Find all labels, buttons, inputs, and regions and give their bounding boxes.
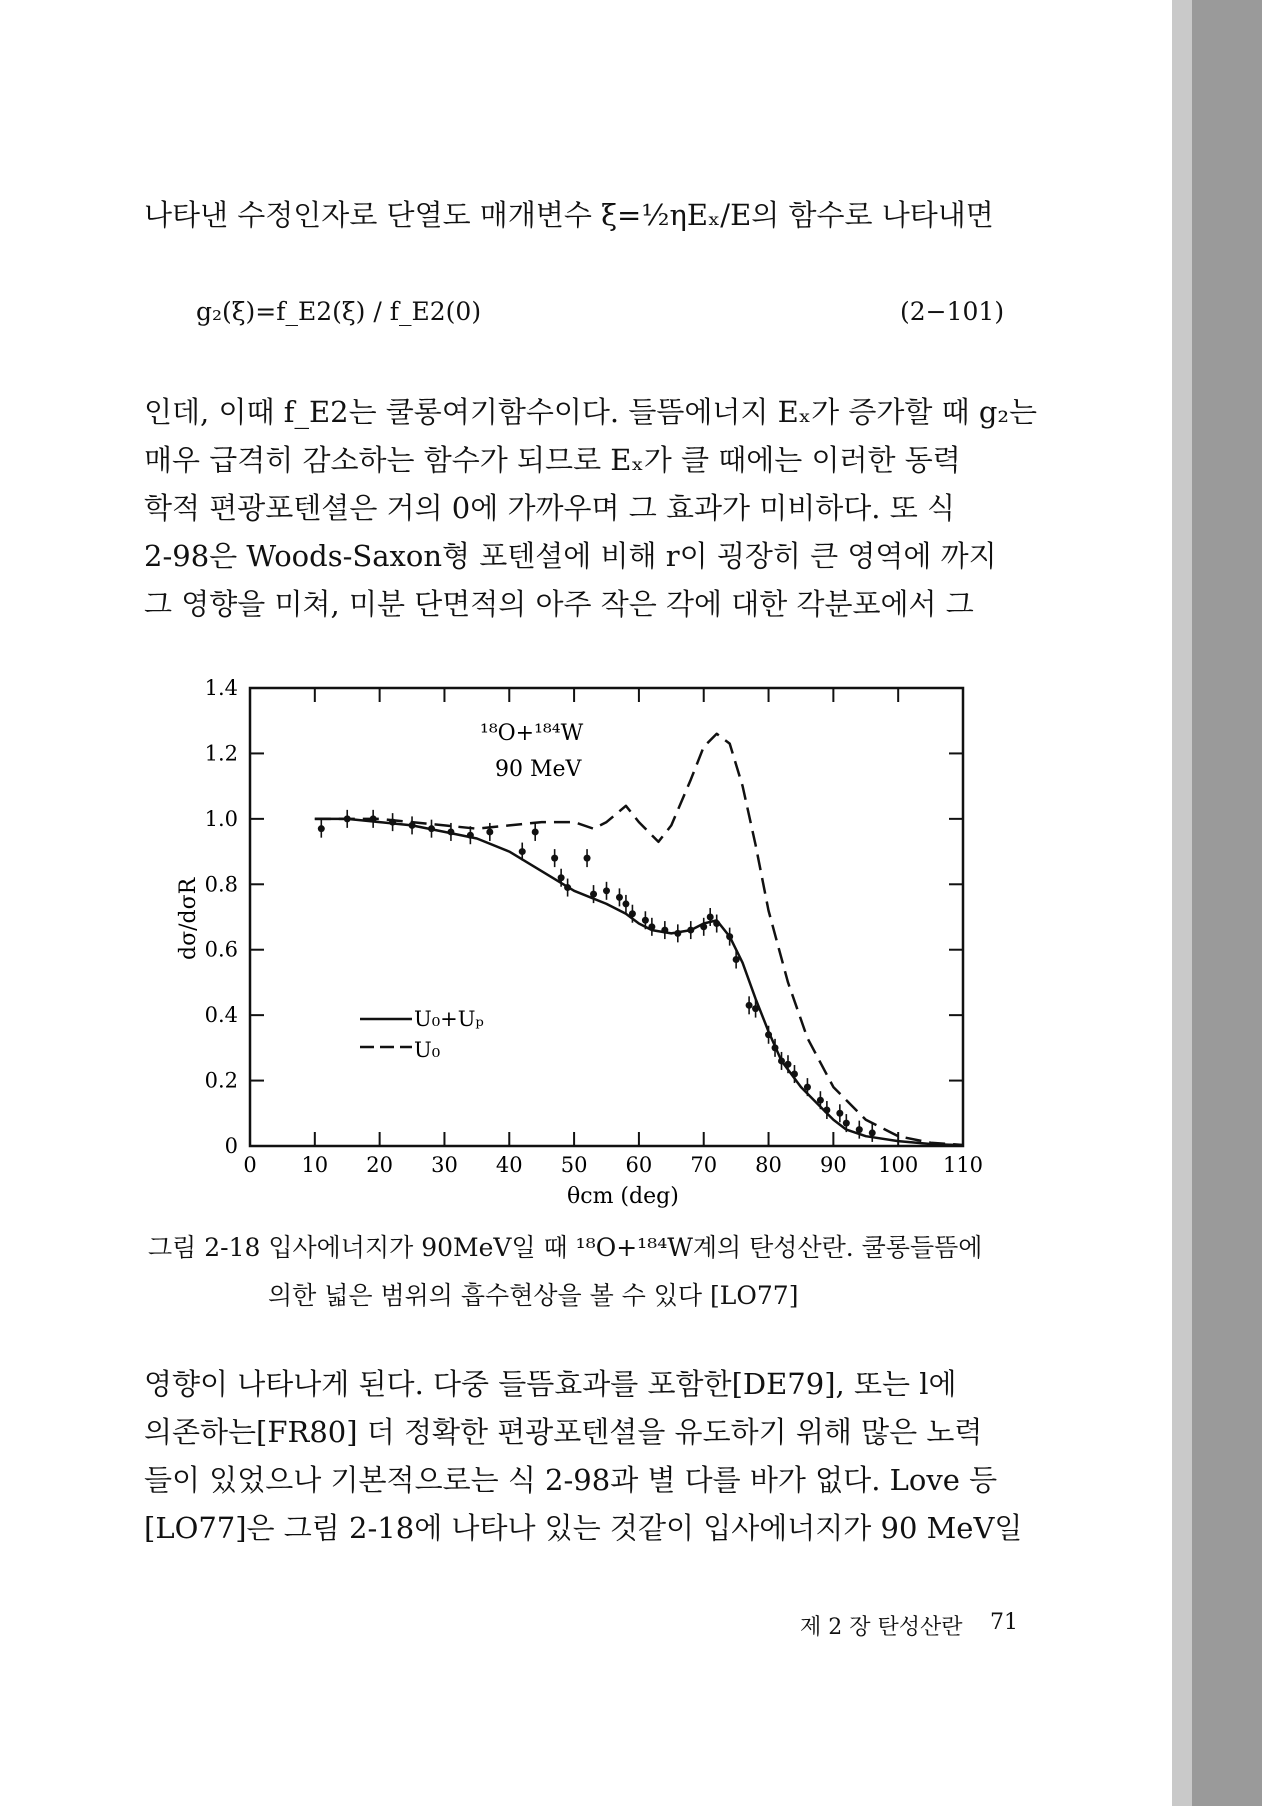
paragraph-2-line-1: 인데, 이때 f_E2는 쿨롱여기함수이다. 들뜸에너지 Eₓ가 증가할 때 g₂는	[144, 395, 1038, 429]
data-point	[778, 1057, 785, 1064]
data-point	[648, 923, 655, 930]
chart-title-line-2: 90 MeV	[495, 757, 582, 782]
chart-title-line-1: ¹⁸O+¹⁸⁴W	[480, 721, 584, 746]
data-point	[752, 1005, 759, 1012]
x-tick-label: 50	[560, 1153, 588, 1177]
paragraph-1-line-1: 나타낸 수정인자로 단열도 매개변수 ξ=½ηEₓ/E의 함수로 나타내면	[144, 198, 994, 232]
data-point	[726, 933, 733, 940]
series-line-u0-up	[315, 819, 963, 1145]
y-tick-label: 0.4	[204, 1003, 238, 1028]
data-point	[590, 891, 597, 898]
paragraph-2-line-2: 매우 급격히 감소하는 함수가 되므로 Eₓ가 클 때에는 이러한 동력	[144, 443, 961, 477]
data-point	[836, 1110, 843, 1117]
x-tick-label: 60	[625, 1153, 653, 1177]
data-point	[519, 848, 526, 855]
data-point	[772, 1044, 779, 1051]
data-point	[746, 1002, 753, 1009]
page-edge-shadow	[1192, 0, 1262, 1806]
data-point	[629, 910, 636, 917]
x-tick-label: 100	[878, 1153, 919, 1177]
chart-layer	[205, 676, 983, 1177]
data-point	[389, 819, 396, 826]
data-point	[661, 927, 668, 934]
data-point	[447, 828, 454, 835]
data-point	[674, 930, 681, 937]
paragraph-3-line-2: 의존하는[FR80] 더 정확한 편광포텐셜을 유도하기 위해 많은 노력	[144, 1415, 983, 1449]
y-tick-label: 0.8	[204, 872, 238, 897]
data-point	[713, 920, 720, 927]
x-tick-label: 10	[301, 1153, 329, 1177]
x-tick-label: 40	[495, 1153, 523, 1177]
data-point	[564, 884, 571, 891]
data-point	[616, 894, 623, 901]
data-point	[642, 917, 649, 924]
figure-caption-line-1: 그림 2-18 입사에너지가 90MeV일 때 ¹⁸O+¹⁸⁴W계의 탄성산란. 쿨롱들뜸에	[148, 1233, 983, 1262]
data-point	[428, 825, 435, 832]
y-tick-label: 1.2	[204, 741, 238, 766]
data-point	[467, 832, 474, 839]
data-point	[486, 828, 493, 835]
data-point	[784, 1061, 791, 1068]
y-tick-label: 0	[224, 1134, 238, 1158]
paragraph-2-line-4: 2-98은 Woods-Saxon형 포텐셜에 비해 r이 굉장히 큰 영역에 까지	[144, 539, 997, 573]
data-point	[707, 914, 714, 921]
equation-formula: g₂(ξ)=f_E2(ξ) / f_E2(0)	[196, 297, 482, 326]
data-point	[551, 855, 558, 862]
x-tick-label: 80	[755, 1153, 782, 1177]
data-point	[843, 1120, 850, 1127]
x-tick-label: 90	[819, 1153, 847, 1177]
x-tick-label: 110	[942, 1153, 984, 1177]
footer-chapter: 제 2 장 탄성산란	[800, 1615, 963, 1640]
data-point	[765, 1031, 772, 1038]
legend-label-dashed: U₀	[414, 1038, 441, 1062]
x-tick-label: 70	[690, 1153, 718, 1177]
footer-page-number: 71	[990, 1610, 1018, 1635]
data-point	[584, 855, 591, 862]
data-point	[791, 1071, 798, 1078]
plot-frame	[250, 688, 963, 1146]
legend-label-solid: U₀+Uₚ	[414, 1007, 484, 1031]
equation-number: (2−101)	[900, 297, 1005, 326]
paragraph-2-line-3: 학적 편광포텐셜은 거의 0에 가까우며 그 효과가 미비하다. 또 식	[144, 491, 955, 525]
data-point	[370, 815, 377, 822]
data-point	[603, 887, 610, 894]
y-tick-label: 0.6	[204, 937, 238, 962]
x-tick-label: 0	[243, 1153, 257, 1177]
paragraph-3-line-1: 영향이 나타나게 된다. 다중 들뜸효과를 포함한[DE79], 또는 l에	[144, 1367, 957, 1401]
y-tick-label: 1.0	[204, 806, 238, 831]
paragraph-3-line-3: 들이 있었으나 기본적으로는 식 2-98과 별 다를 바가 없다. Love 등	[144, 1463, 998, 1497]
data-point	[733, 956, 740, 963]
data-point	[687, 927, 694, 934]
data-point	[558, 874, 565, 881]
figure-caption-line-2: 의한 넓은 범위의 흡수현상을 볼 수 있다 [LO77]	[268, 1281, 799, 1310]
page-edge-shadow-inner	[1170, 0, 1192, 1806]
data-point	[856, 1126, 863, 1133]
x-tick-label: 20	[366, 1153, 394, 1177]
data-point	[622, 900, 629, 907]
x-axis-label: θcm (deg)	[567, 1184, 679, 1209]
data-point	[409, 822, 416, 829]
data-point	[532, 828, 539, 835]
data-point	[318, 825, 325, 832]
data-point	[804, 1084, 811, 1091]
y-tick-label: 0.2	[204, 1068, 238, 1093]
paragraph-3-line-4: [LO77]은 그림 2-18에 나타나 있는 것같이 입사에너지가 90 MeV일	[144, 1511, 1023, 1545]
paragraph-2-line-5: 그 영향을 미쳐, 미분 단면적의 아주 작은 각에 대한 각분포에서 그	[144, 587, 974, 621]
data-point	[817, 1097, 824, 1104]
data-point	[700, 923, 707, 930]
y-axis-label: dσ/dσR	[176, 877, 201, 960]
data-point	[869, 1129, 876, 1136]
x-tick-label: 30	[431, 1153, 458, 1177]
series-line-u0	[315, 734, 963, 1145]
data-point	[823, 1107, 830, 1114]
data-point	[344, 815, 351, 822]
y-tick-label: 1.4	[204, 676, 238, 700]
